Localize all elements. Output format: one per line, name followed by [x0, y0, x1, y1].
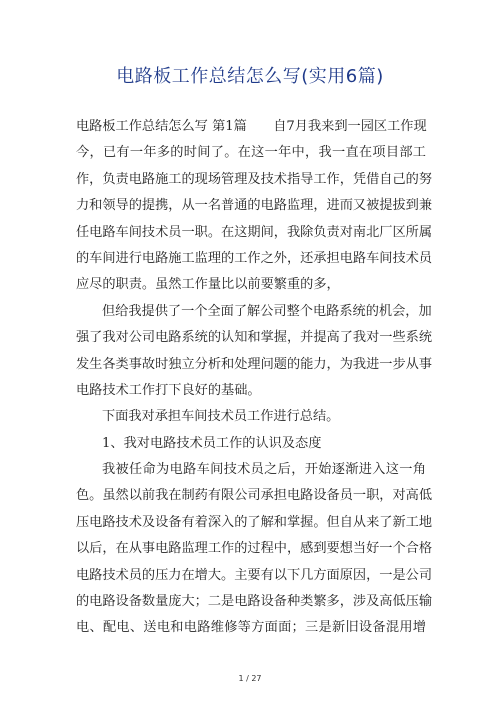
body-line: 下面我对承担车间技术员工作进行总结。	[102, 409, 340, 425]
document-body	[76, 114, 433, 642]
body-line: 我被任命为电路车间技术员之后，开始逐渐进入这一角	[102, 462, 426, 478]
page-number: 1 / 27	[238, 674, 262, 683]
body-line: 电路技术工作打下良好的基础。	[76, 382, 261, 398]
body-line: 电路板工作总结怎么写 第1篇 自7月我来到一园区工作现	[76, 119, 427, 134]
body-line: 电路技术员的压力在增大。主要有以下几方面原因，一是公司	[76, 567, 433, 583]
body-line: 力和领导的提携，从一名普通的电路监理，进而又被提拔到兼	[76, 198, 433, 214]
body-line: 色。虽然以前我在制药有限公司承担电路设备员一职，对高低	[76, 488, 433, 504]
body-line: 电、配电、送电和电路维修等方面面；三是新旧设备混用增	[76, 620, 426, 636]
body-line: 应尽的职责。虽然工作量比以前要繁重的多，	[76, 277, 340, 293]
document-title: 电路板工作总结怎么写(实用6篇)	[116, 66, 384, 87]
body-line: 强了我对公司电路系统的认知和掌握，并提高了我对一些系统	[76, 330, 433, 346]
body-line: 压电路技术及设备有着深入的了解和掌握。但自从来了新工地	[76, 514, 433, 530]
body-line: 但给我提供了一个全面了解公司整个电路系统的机会，加	[102, 303, 432, 319]
body-line: 作，负责电路施工的现场管理及技术指导工作，凭借自己的努	[76, 171, 433, 187]
section-heading: 1、我对电路技术员工作的认识及态度	[102, 435, 322, 451]
body-line: 发生各类事故时独立分析和处理问题的能力，为我进一步从事	[76, 356, 433, 372]
body-line: 的车间进行电路施工监理的工作之外，还承担电路车间技术员	[76, 250, 433, 266]
body-line: 任电路车间技术员一职。在这期间，我除负责对南北厂区所属	[76, 224, 433, 240]
body-line: 今，已有一年多的时间了。在这一年中，我一直在项目部工	[76, 145, 426, 161]
body-line: 以后，在从事电路监理工作的过程中，感到要想当好一个合格	[76, 541, 433, 557]
body-line: 的电路设备数量庞大；二是电路设备种类繁多，涉及高低压输	[76, 594, 433, 610]
